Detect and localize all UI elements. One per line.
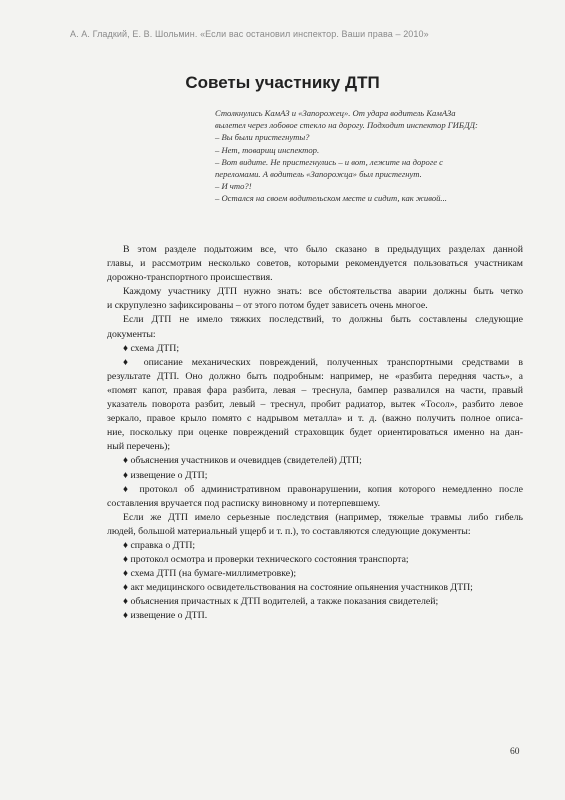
epigraph xyxy=(215,107,515,205)
epigraph-line: – И что?! xyxy=(215,181,252,192)
list-item: ♦ описание механических повреждений, полученных транспортными средствами в xyxy=(123,356,523,368)
paragraph-line: ние, поскольку при оценке повреждений страховщик будет ориентироваться именно на дан- xyxy=(107,427,523,439)
list-item: ♦ протокол об административном правонарушении, копия которого немедленно после xyxy=(123,483,523,495)
epigraph-line: – Остался на своем водительском месте и сидит, как живой... xyxy=(215,193,447,204)
list-item: ♦ схема ДТП (на бумаге-миллиметровке); xyxy=(123,568,297,580)
page-number: 60 xyxy=(510,747,520,757)
list-item: ♦ справка о ДТП; xyxy=(123,539,196,551)
paragraph-line: ный перечень); xyxy=(107,441,171,453)
list-item: ♦ объяснения участников и очевидцев (свидетелей) ДТП; xyxy=(123,455,362,467)
body-text xyxy=(107,243,523,624)
paragraph-line: дорожно-транспортного происшествия. xyxy=(107,272,273,284)
paragraph-line: Если ДТП не имело тяжких последствий, то должны быть составлены следующие xyxy=(123,314,523,326)
epigraph-line: – Вы были пристегнуты? xyxy=(215,132,310,143)
paragraph-line: и скрупулезно зафиксированы – от этого потом будет зависеть очень многое. xyxy=(107,300,428,312)
paragraph-line: В этом разделе подытожим все, что было сказано в предыдущих разделах данной xyxy=(123,244,523,255)
epigraph-line: Столкнулись КамАЗ и «Запорожец». От удара водитель КамАЗа xyxy=(215,108,456,118)
epigraph-line: вылетел через лобовое стекло на дорогу. Подходит инспектор ГИБДД: xyxy=(215,120,478,131)
list-item: ♦ акт медицинского освидетельствования на состояние опьянения участников ДТП; xyxy=(123,582,473,594)
page-title: Советы участнику ДТП xyxy=(185,73,380,92)
paragraph-line: главы, и рассмотрим несколько советов, которыми рекомендуется пользоваться участникам xyxy=(107,258,523,270)
paragraph-line: «помят капот, правая фара разбита, левая – треснула, бампер развалился на части, правый xyxy=(107,384,523,396)
list-item: ♦ объяснения причастных к ДТП водителей, а также показания свидетелей; xyxy=(123,596,439,608)
epigraph-line: – Нет, товарищ инспектор. xyxy=(215,144,320,155)
paragraph-line: указатель поворота разбит, левый – треснул, пробит радиатор, вытек «Тосол», разбито левое xyxy=(107,399,523,411)
paragraph-line: документы: xyxy=(107,328,156,340)
paragraph-line: людей, большой материальный ущерб и т. п.), то составляются следующие документы: xyxy=(107,525,471,537)
list-item: ♦ протокол осмотра и проверки технического состояния транспорта; xyxy=(123,554,409,566)
paragraph-line: зеркало, правое крыло помято с надрывом металла» и т. д. (важно получить полное описа- xyxy=(107,413,523,425)
paragraph-line: результате ДТП. Оно должно быть подробным: например, не «разбита передняя часть», а xyxy=(107,370,523,382)
running-head: А. А. Гладкий, Е. В. Шольмин. «Если вас остановил инспектор. Ваши права – 2010» xyxy=(70,29,429,39)
epigraph-line: переломами. А водитель «Запорожца» был пристегнут. xyxy=(215,169,422,180)
paragraph-line: составления вручается под расписку виновному и потерпевшему. xyxy=(107,497,381,509)
epigraph-line: – Вот видите. Не пристегнулись – и вот, лежите на дороге с xyxy=(215,156,443,167)
paragraph-line: Если же ДТП имело серьезные последствия (например, тяжелые травмы либо гибель xyxy=(123,511,523,523)
list-item: ♦ схема ДТП; xyxy=(123,342,180,354)
paragraph-line: Каждому участнику ДТП нужно знать: все обстоятельства аварии должны быть четко xyxy=(123,286,523,298)
list-item: ♦ извещение о ДТП. xyxy=(123,610,208,622)
list-item: ♦ извещение о ДТП; xyxy=(123,469,208,481)
